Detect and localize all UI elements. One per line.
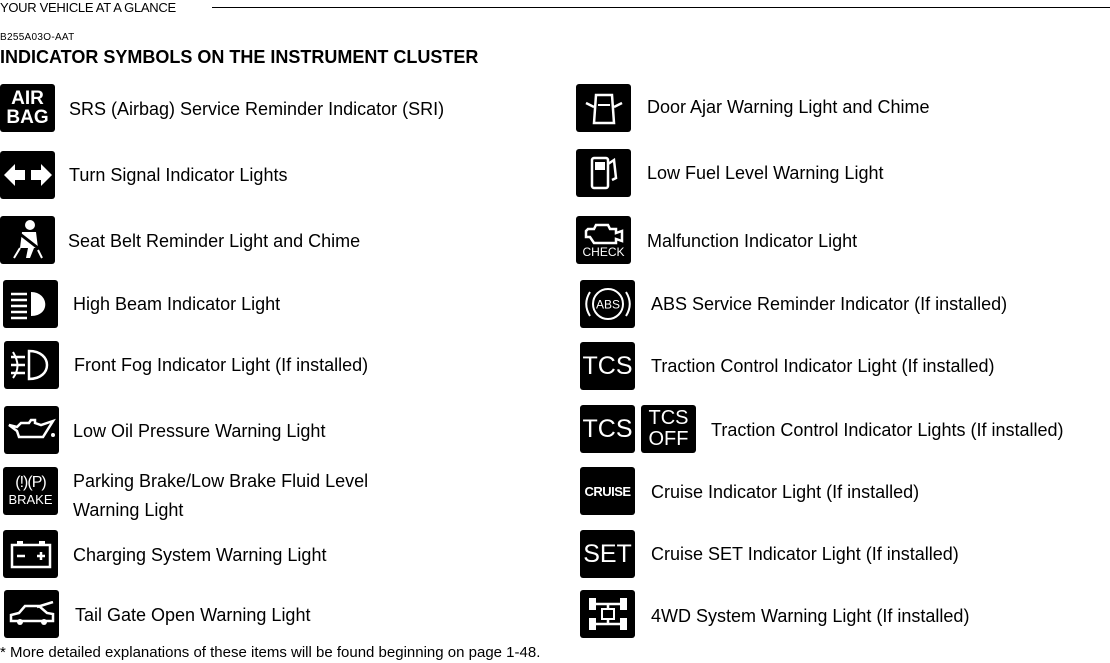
cruise-icon-text: CRUISE <box>584 483 631 499</box>
tcs-icon-text: TCS <box>582 351 633 380</box>
tcs-off-label: Traction Control Indicator Lights (If installed) <box>711 420 1064 440</box>
high-beam-label: High Beam Indicator Light <box>73 294 281 314</box>
airbag-icon-text-bottom: BAG <box>6 107 49 128</box>
tcs-off-icon-text-bottom: OFF <box>648 428 689 450</box>
brake-label-line2: Warning Light <box>73 500 184 520</box>
tcs-off-icon <box>641 405 696 453</box>
airbag-label: SRS (Airbag) Service Reminder Indicator (SRI) <box>69 99 445 119</box>
document-code: B255A03O-AAT <box>0 32 75 43</box>
page-title: INDICATOR SYMBOLS ON THE INSTRUMENT CLUSTER <box>0 47 479 67</box>
tcs-icon-second-text: TCS <box>582 414 633 443</box>
door-ajar-label: Door Ajar Warning Light and Chime <box>647 97 930 117</box>
brake-label-line1: Parking Brake/Low Brake Fluid Level <box>73 471 369 491</box>
high-beam-icon <box>3 280 58 328</box>
check-engine-icon <box>576 216 631 264</box>
door-ajar-icon <box>576 84 631 132</box>
header-rule <box>212 7 1110 8</box>
brake-icon-symbols: (!)(P) <box>15 474 46 491</box>
front-fog-label: Front Fog Indicator Light (If installed) <box>74 355 369 375</box>
tail-gate-icon <box>4 590 59 638</box>
four-wheel-drive-label: 4WD System Warning Light (If installed) <box>651 606 970 626</box>
footnote: * More detailed explanations of these items will be found beginning on page 1-48. <box>0 644 541 661</box>
turn-signal-label: Turn Signal Indicator Lights <box>69 165 288 185</box>
abs-label: ABS Service Reminder Indicator (If installed) <box>651 294 1008 314</box>
low-fuel-label: Low Fuel Level Warning Light <box>647 163 884 183</box>
four-wheel-drive-icon <box>580 590 635 638</box>
seat-belt-icon <box>0 216 55 264</box>
brake-icon-text: BRAKE <box>8 492 53 507</box>
cruise-set-label: Cruise SET Indicator Light (If installed) <box>651 544 959 564</box>
tcs-off-icon-text-top: TCS <box>648 407 689 429</box>
battery-icon <box>3 530 58 578</box>
check-engine-icon-text: CHECK <box>582 245 625 259</box>
tail-gate-label: Tail Gate Open Warning Light <box>75 605 311 625</box>
cruise-label: Cruise Indicator Light (If installed) <box>651 482 920 502</box>
charging-label: Charging System Warning Light <box>73 545 327 565</box>
oil-pressure-label: Low Oil Pressure Warning Light <box>73 421 326 441</box>
abs-icon <box>580 280 635 328</box>
airbag-icon-text-top: AIR <box>11 88 44 109</box>
malfunction-label: Malfunction Indicator Light <box>647 231 858 251</box>
seat-belt-label: Seat Belt Reminder Light and Chime <box>68 231 361 251</box>
abs-icon-text: ABS <box>595 297 620 312</box>
airbag-icon <box>0 84 55 132</box>
cruise-set-icon <box>580 530 635 578</box>
brake-warning-icon <box>3 467 58 515</box>
tcs-icon <box>580 342 635 390</box>
tcs-icon-second <box>580 405 635 453</box>
cruise-icon <box>580 467 635 515</box>
fuel-pump-icon <box>576 149 631 197</box>
section-header: YOUR VEHICLE AT A GLANCE <box>0 0 176 15</box>
cruise-set-icon-text: SET <box>583 539 632 568</box>
tcs-label: Traction Control Indicator Light (If installed) <box>651 356 995 376</box>
oil-can-icon <box>4 406 59 454</box>
turn-signal-arrows-icon <box>0 151 55 199</box>
front-fog-icon <box>4 341 59 389</box>
